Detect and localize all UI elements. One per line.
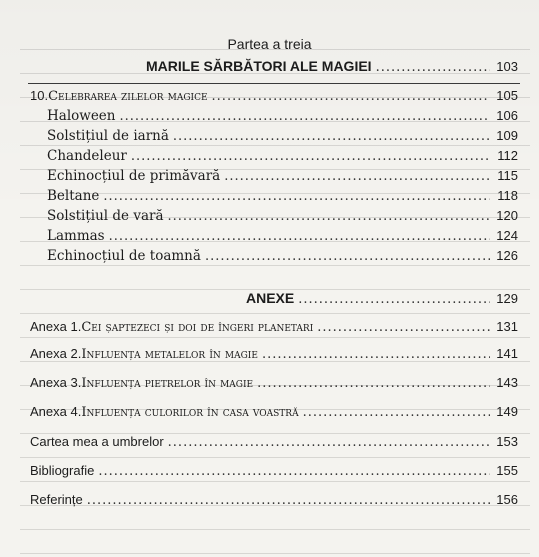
page-number: 126 bbox=[496, 248, 518, 263]
annex-label: Anexa 2. bbox=[30, 346, 82, 361]
divider-rule bbox=[28, 83, 520, 84]
toc-annex-entry bbox=[30, 346, 518, 363]
toc-section-entry bbox=[246, 290, 518, 308]
entry-title: Cartea mea a umbrelor bbox=[30, 434, 164, 449]
entry-title: Solstițiul de vară bbox=[47, 208, 164, 224]
leader-dots bbox=[298, 292, 490, 308]
leader-dots bbox=[303, 405, 490, 421]
part-label: Partea a treia bbox=[227, 36, 312, 52]
page-number: 143 bbox=[496, 375, 518, 390]
page-number: 155 bbox=[496, 463, 518, 478]
page-number: 131 bbox=[496, 319, 518, 334]
chapter-number: 10. bbox=[30, 88, 49, 103]
toc-chapter-entry bbox=[30, 88, 518, 105]
leader-dots bbox=[98, 464, 490, 480]
entry-title: Haloween bbox=[47, 108, 116, 124]
toc-entry bbox=[47, 208, 518, 225]
leader-dots bbox=[103, 189, 490, 205]
annex-title: Influența pietrelor în magie bbox=[81, 376, 254, 391]
leader-dots bbox=[173, 129, 490, 145]
toc-entry bbox=[30, 463, 518, 480]
page-number: 129 bbox=[496, 291, 518, 306]
section-title: ANEXE bbox=[246, 290, 295, 306]
page-number: 153 bbox=[496, 434, 518, 449]
page-number: 124 bbox=[496, 228, 518, 243]
toc-entry bbox=[47, 108, 518, 125]
leader-dots bbox=[224, 169, 490, 185]
entry-title: Chandeleur bbox=[47, 148, 127, 164]
toc-section-entry bbox=[146, 58, 518, 76]
entry-title: Lammas bbox=[47, 228, 105, 244]
toc-entry bbox=[30, 492, 518, 509]
toc-annex-entry bbox=[30, 319, 518, 336]
leader-dots bbox=[168, 209, 490, 225]
page-number: 118 bbox=[497, 188, 518, 203]
annex-label: Anexa 3. bbox=[30, 375, 82, 390]
leader-dots bbox=[87, 493, 490, 509]
page-number: 109 bbox=[496, 128, 518, 143]
page-number: 103 bbox=[496, 59, 518, 74]
chapter-title: Celebrarea zilelor magice bbox=[48, 89, 208, 104]
leader-dots bbox=[131, 149, 490, 165]
entry-title: Beltane bbox=[47, 188, 100, 204]
leader-dots bbox=[212, 89, 490, 105]
section-title: MARILE SĂRBĂTORI ALE MAGIEI bbox=[146, 58, 372, 74]
toc-entry bbox=[30, 434, 518, 451]
entry-title: Referințe bbox=[30, 492, 83, 507]
toc-entry bbox=[47, 248, 518, 265]
page-number: 120 bbox=[496, 208, 518, 223]
page-number: 106 bbox=[496, 108, 518, 123]
leader-dots bbox=[257, 376, 490, 392]
annex-title: Cei șaptezeci și doi de îngeri planetari bbox=[81, 320, 314, 335]
page-number: 112 bbox=[497, 148, 518, 163]
toc-entry bbox=[47, 148, 518, 165]
page-number: 115 bbox=[497, 168, 518, 183]
leader-dots bbox=[109, 229, 490, 245]
toc-entry bbox=[47, 188, 518, 205]
page-number: 149 bbox=[496, 404, 518, 419]
toc-entry bbox=[47, 228, 518, 245]
page-number: 141 bbox=[496, 346, 518, 361]
entry-title: Echinocțiul de toamnă bbox=[47, 248, 201, 264]
toc-entry bbox=[47, 128, 518, 145]
leader-dots bbox=[376, 60, 490, 76]
leader-dots bbox=[317, 320, 490, 336]
page-number: 105 bbox=[496, 88, 518, 103]
annex-label: Anexa 4. bbox=[30, 404, 82, 419]
entry-title: Solstițiul de iarnă bbox=[47, 128, 169, 144]
entry-title: Bibliografie bbox=[30, 463, 95, 478]
annex-title: Influența culorilor în casa voastră bbox=[81, 405, 299, 420]
toc-entry bbox=[47, 168, 518, 185]
toc-annex-entry bbox=[30, 375, 518, 392]
leader-dots bbox=[262, 347, 490, 363]
entry-title: Echinocțiul de primăvară bbox=[47, 168, 221, 184]
toc-annex-entry bbox=[30, 404, 518, 421]
leader-dots bbox=[120, 109, 491, 125]
annex-label: Anexa 1. bbox=[30, 319, 82, 334]
annex-title: Influența metalelor în magie bbox=[81, 347, 258, 362]
page-number: 156 bbox=[496, 492, 518, 507]
leader-dots bbox=[205, 249, 490, 265]
leader-dots bbox=[168, 435, 490, 451]
